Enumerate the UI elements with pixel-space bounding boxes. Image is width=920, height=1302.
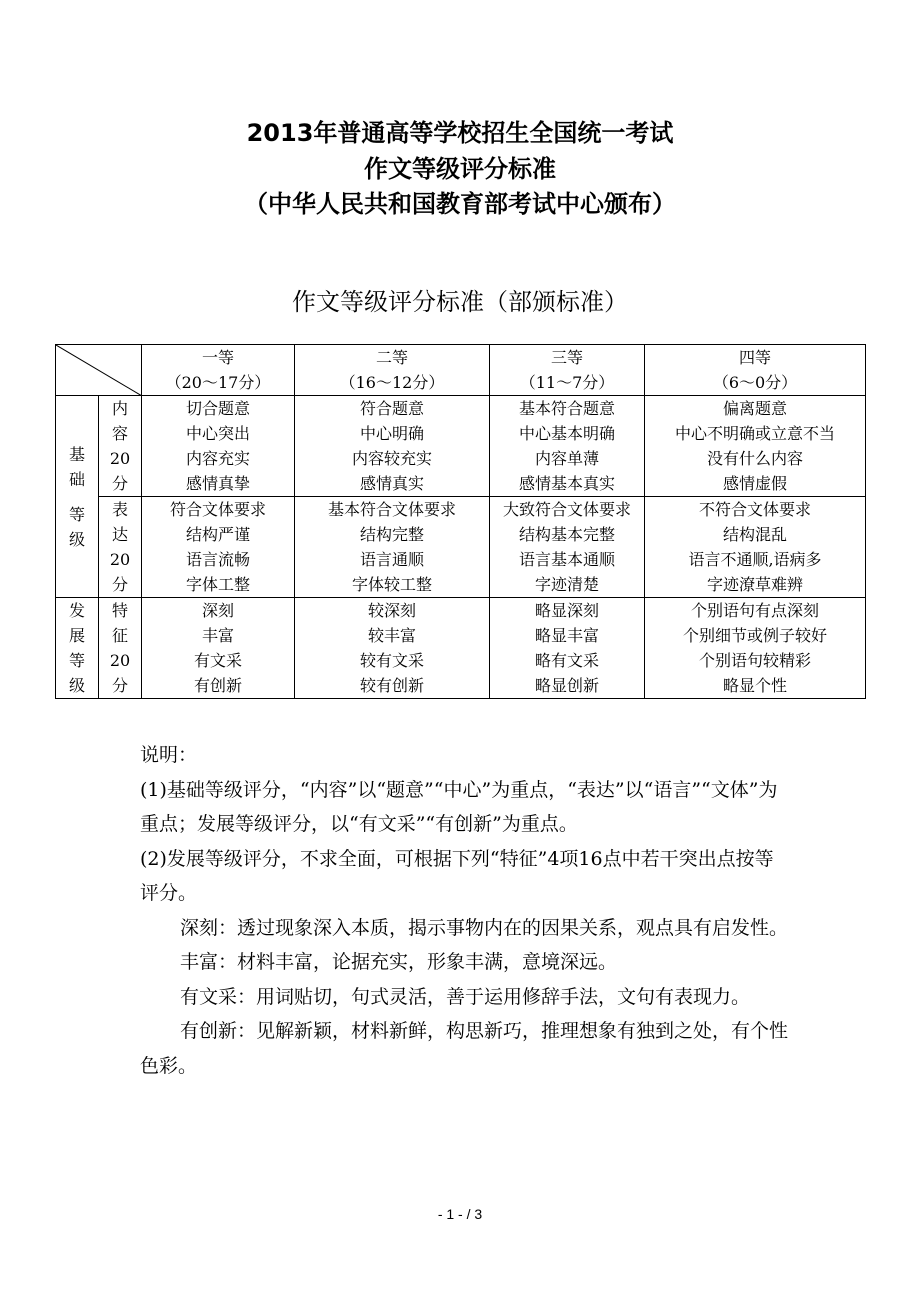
features-grade-1: 深刻 丰富 有文采 有创新 [142,598,295,699]
content-grade-1: 切合题意 中心突出 内容充实 感情真挚 [142,396,295,497]
note-depth: 深刻：透过现象深入本质，揭示事物内在的因果关系，观点具有启发性。 [180,916,789,939]
expression-grade-4: 不符合文体要求 结构混乱 语言不通顺,语病多 字迹潦草难辨 [645,497,866,598]
header-grade-1: 一等 （20～17分） [142,345,295,396]
notes-section [140,738,790,1083]
features-grade-4: 个别语句有点深刻 个别细节或例子较好 个别语句较精彩 略显个性 [645,598,866,699]
header-grade-4: 四等 （6～0分） [645,345,866,396]
note-innovation: 有创新：见解新颖，材料新鲜，构思新巧，推理想象有独到之处，有个性色彩。 [140,1020,789,1077]
diagonal-line [56,345,142,396]
table-subtitle: 作文等级评分标准（部颁标准） [292,288,628,316]
page-number: - 1 - / 3 [437,1206,483,1222]
diagonal-header-cell [56,345,142,396]
header-grade-2: 二等 （16～12分） [295,345,490,396]
subgroup-label-content: 内 容 20 分 [99,396,142,497]
note-richness: 丰富：材料丰富，论据充实，形象丰满，意境深远。 [180,951,618,973]
table-row [56,396,866,497]
content-grade-4: 偏离题意 中心不明确或立意不当 没有什么内容 感情虚假 [645,396,866,497]
grading-table [55,344,866,699]
note-paragraph-1: (1)基础等级评分，“内容”以“题意”“中心”为重点，“表达”以“语言”“文体”为重点；发展等级评分，以“有文采”“有创新”为重点。 [140,778,778,835]
title-line-2: 作文等级评分标准 [364,155,556,183]
title-line-1: 2013年普通高等学校招生全国统一考试 [246,119,674,147]
features-grade-2: 较深刻 较丰富 较有文采 较有创新 [295,598,490,699]
table-row [56,598,866,699]
note-literary-grace: 有文采：用词贴切，句式灵活，善于运用修辞手法，文句有表现力。 [180,985,751,1008]
features-grade-3: 略显深刻 略显丰富 略有文采 略显创新 [490,598,645,699]
expression-grade-2: 基本符合文体要求 结构完整 语言通顺 字体较工整 [295,497,490,598]
table-row [56,497,866,598]
subgroup-label-expression: 表 达 20 分 [99,497,142,598]
title-line-3: （中华人民共和国教育部考试中心颁布） [244,190,676,218]
expression-grade-1: 符合文体要求 结构严谨 语言流畅 字体工整 [142,497,295,598]
header-grade-3: 三等 （11～7分） [490,345,645,396]
group-label-development: 发 展 等 级 [56,598,99,699]
subgroup-label-features: 特 征 20 分 [99,598,142,699]
content-grade-3: 基本符合题意 中心基本明确 内容单薄 感情基本真实 [490,396,645,497]
table-header-row [56,345,866,396]
notes-heading: 说明： [140,744,198,766]
group-label-basic: 基 础 等 级 [56,396,99,598]
note-paragraph-2: (2)发展等级评分，不求全面，可根据下列“特征”4项16点中若干突出点按等评分。 [140,847,774,904]
expression-grade-3: 大致符合文体要求 结构基本完整 语言基本通顺 字迹清楚 [490,497,645,598]
content-grade-2: 符合题意 中心明确 内容较充实 感情真实 [295,396,490,497]
